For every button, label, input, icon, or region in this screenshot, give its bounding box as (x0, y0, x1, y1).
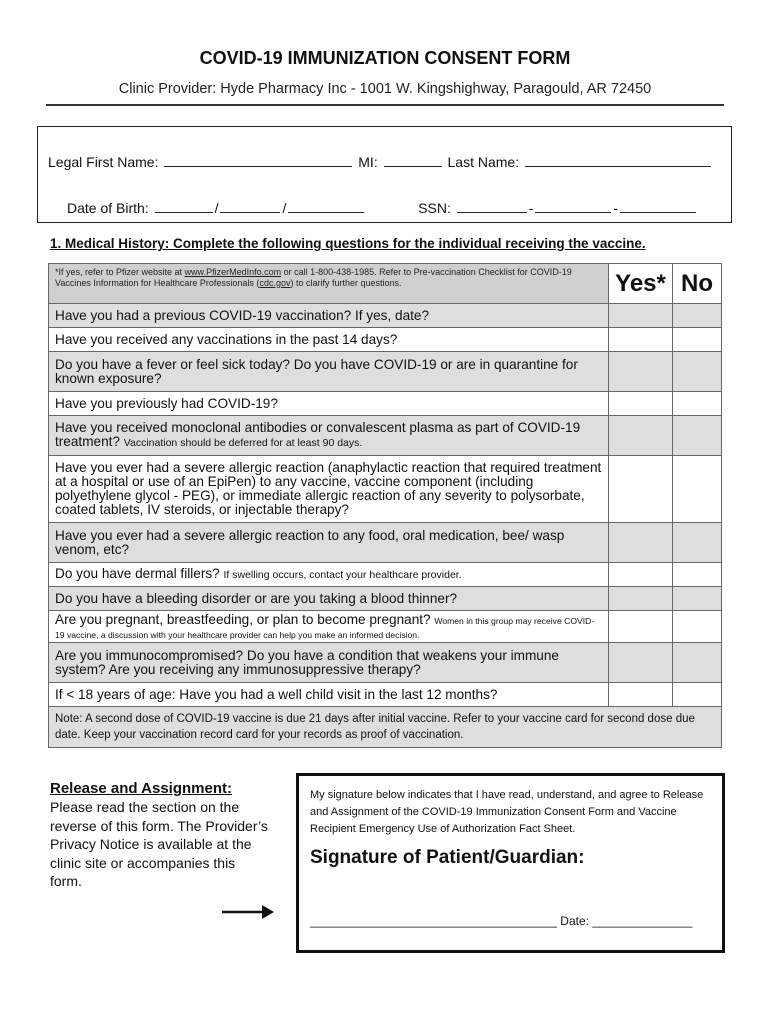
dob-separator: / (282, 200, 287, 216)
no-answer-box[interactable] (673, 304, 722, 328)
first-name-field[interactable] (164, 154, 352, 167)
cdc-link[interactable]: cdc.gov (259, 277, 291, 288)
date-field[interactable]: _______________ (592, 914, 693, 928)
question-row (49, 456, 722, 523)
question-row (49, 643, 722, 683)
mi-field[interactable] (384, 154, 442, 167)
release-body: Please read the section on the reverse of this form. The Provider’s Privacy Notice is available at the clinic site or accompanies this form. (50, 799, 268, 890)
yes-answer-box[interactable] (609, 563, 673, 587)
pfizer-link[interactable]: www.PfizerMedInfo.com (184, 267, 282, 277)
ssn-label: SSN: (418, 200, 451, 216)
signature-box (296, 773, 725, 953)
no-answer-box[interactable] (673, 392, 722, 416)
ssn-part2-field[interactable] (535, 200, 611, 213)
yes-answer-box[interactable] (609, 328, 673, 352)
question-text: Have you previously had COVID-19? (49, 392, 609, 416)
question-text: Are you immunocompromised? Do you have a condition that weakens your immune system? Are you receiving any immunosuppressive therapy? (49, 643, 609, 683)
yes-answer-box[interactable] (609, 683, 673, 707)
yes-answer-box[interactable] (609, 304, 673, 328)
patient-identity-box (37, 126, 732, 223)
question-note: Vaccination should be deferred for at least 90 days. (123, 437, 363, 449)
question-row (49, 304, 722, 328)
question-note: Women in this group may receive COVID-19 vaccine, a discussion with your healthcare provider can help you make an informed decision. (55, 615, 595, 640)
last-name-field[interactable] (525, 154, 711, 167)
signature-field[interactable]: _____________________________________ (310, 914, 557, 928)
question-row (49, 611, 722, 643)
no-answer-box[interactable] (673, 328, 722, 352)
yes-answer-box[interactable] (609, 352, 673, 392)
question-text: Have you ever had a severe allergic reaction (anaphylactic reaction that required treatment at a hospital or use of an EpiPen) to any vaccine, vaccine component (including polyethylene glycol - PEG), or immediate allergic reaction of any severity to polysorbate, coated tablets, IV steroids, or injectable therapy? (49, 456, 609, 523)
dob-day-field[interactable] (220, 200, 280, 213)
note-text: *If yes, refer to Pfizer website at (55, 267, 185, 277)
yes-answer-box[interactable] (609, 392, 673, 416)
question-row (49, 563, 722, 587)
release-title: Release and Assignment: (50, 780, 232, 797)
no-answer-box[interactable] (673, 456, 722, 523)
mi-label: MI: (358, 154, 378, 170)
ssn-part1-field[interactable] (457, 200, 527, 213)
dob-ssn-row (67, 200, 698, 216)
question-row (49, 328, 722, 352)
no-answer-box[interactable] (673, 611, 722, 643)
yes-answer-box[interactable] (609, 611, 673, 643)
question-text: Have you had a previous COVID-19 vaccination? If yes, date? (49, 304, 609, 328)
medical-history-table (48, 263, 722, 748)
question-text: Are you pregnant, breastfeeding, or plan to become pregnant? Women in this group may receive COVID-19 vaccine, a discussion with your healthcare provider can help you make an informed decision. (49, 611, 609, 643)
no-answer-box[interactable] (673, 683, 722, 707)
arrow-right-icon (220, 902, 276, 922)
question-text: Have you received any vaccinations in the past 14 days? (49, 328, 609, 352)
question-text: Do you have a bleeding disorder or are you taking a blood thinner? (49, 587, 609, 611)
footnote-row (49, 707, 722, 748)
no-answer-box[interactable] (673, 352, 722, 392)
last-name-label: Last Name: (447, 154, 520, 170)
form-title: COVID-19 IMMUNIZATION CONSENT FORM (199, 48, 571, 68)
name-row (48, 154, 713, 170)
header-divider (46, 104, 724, 106)
medical-history-heading: 1. Medical History: Complete the following questions for the individual receiving the vaccine. (50, 236, 646, 251)
question-row (49, 392, 722, 416)
table-header-row (49, 264, 722, 304)
question-text: Have you ever had a severe allergic reaction to any food, oral medication, bee/ wasp venom, etc? (49, 523, 609, 563)
no-answer-box[interactable] (673, 523, 722, 563)
dob-separator: / (214, 200, 219, 216)
yes-answer-box[interactable] (609, 523, 673, 563)
question-text: Have you received monoclonal antibodies or convalescent plasma as part of COVID-19 treatment? Vaccination should be deferred for at least 90 days. (49, 416, 609, 456)
dob-label: Date of Birth: (67, 200, 149, 216)
yes-answer-box[interactable] (609, 416, 673, 456)
yes-answer-box[interactable] (609, 643, 673, 683)
no-answer-box[interactable] (673, 587, 722, 611)
question-text: Do you have dermal fillers? If swelling occurs, contact your healthcare provider. (49, 563, 609, 587)
first-name-label: Legal First Name: (48, 154, 159, 170)
question-row (49, 523, 722, 563)
ssn-part3-field[interactable] (620, 200, 696, 213)
no-answer-box[interactable] (673, 643, 722, 683)
question-note: If swelling occurs, contact your healthcare provider. (223, 569, 462, 581)
question-row (49, 352, 722, 392)
question-row (49, 683, 722, 707)
signature-heading: Signature of Patient/Guardian: (310, 847, 585, 868)
release-and-assignment (50, 780, 270, 890)
yes-column-header: Yes* (609, 264, 673, 304)
date-label: Date: (560, 914, 589, 928)
question-text: Do you have a fever or feel sick today? Do you have COVID-19 or are in quarantine for known exposure? (49, 352, 609, 392)
note-text: ) to clarify further questions. (290, 277, 402, 288)
question-row (49, 587, 722, 611)
no-answer-box[interactable] (673, 563, 722, 587)
note-text: or call 1-800-438-1985. Refer to Pre-vaccination Checklist for COVID-19 Vaccines Information for Healthcare Professionals ( (55, 267, 572, 288)
second-dose-note: Note: A second dose of COVID-19 vaccine is due 21 days after initial vaccine. Refer to your vaccine card for second dose due date. Keep your vaccination record card for your records as proof of vaccination. (49, 707, 722, 748)
consent-statement: My signature below indicates that I have read, understand, and agree to Release and Assignment of the COVID-19 Immunization Consent Form and Vaccine Recipient Emergency Use of Authorization Fact Sheet. (310, 789, 704, 835)
no-answer-box[interactable] (673, 416, 722, 456)
clinic-provider: Clinic Provider: Hyde Pharmacy Inc - 1001 W. Kingshighway, Paragould, AR 72450 (118, 81, 652, 97)
question-row (49, 416, 722, 456)
pfizer-reference-note (49, 264, 609, 304)
yes-answer-box[interactable] (609, 587, 673, 611)
dob-month-field[interactable] (155, 200, 213, 213)
yes-answer-box[interactable] (609, 456, 673, 523)
signature-line-row (310, 914, 692, 928)
ssn-separator: - (528, 200, 534, 216)
question-text: If < 18 years of age: Have you had a well child visit in the last 12 months? (49, 683, 609, 707)
no-column-header: No (673, 264, 722, 304)
ssn-separator: - (613, 200, 619, 216)
dob-year-field[interactable] (288, 200, 364, 213)
